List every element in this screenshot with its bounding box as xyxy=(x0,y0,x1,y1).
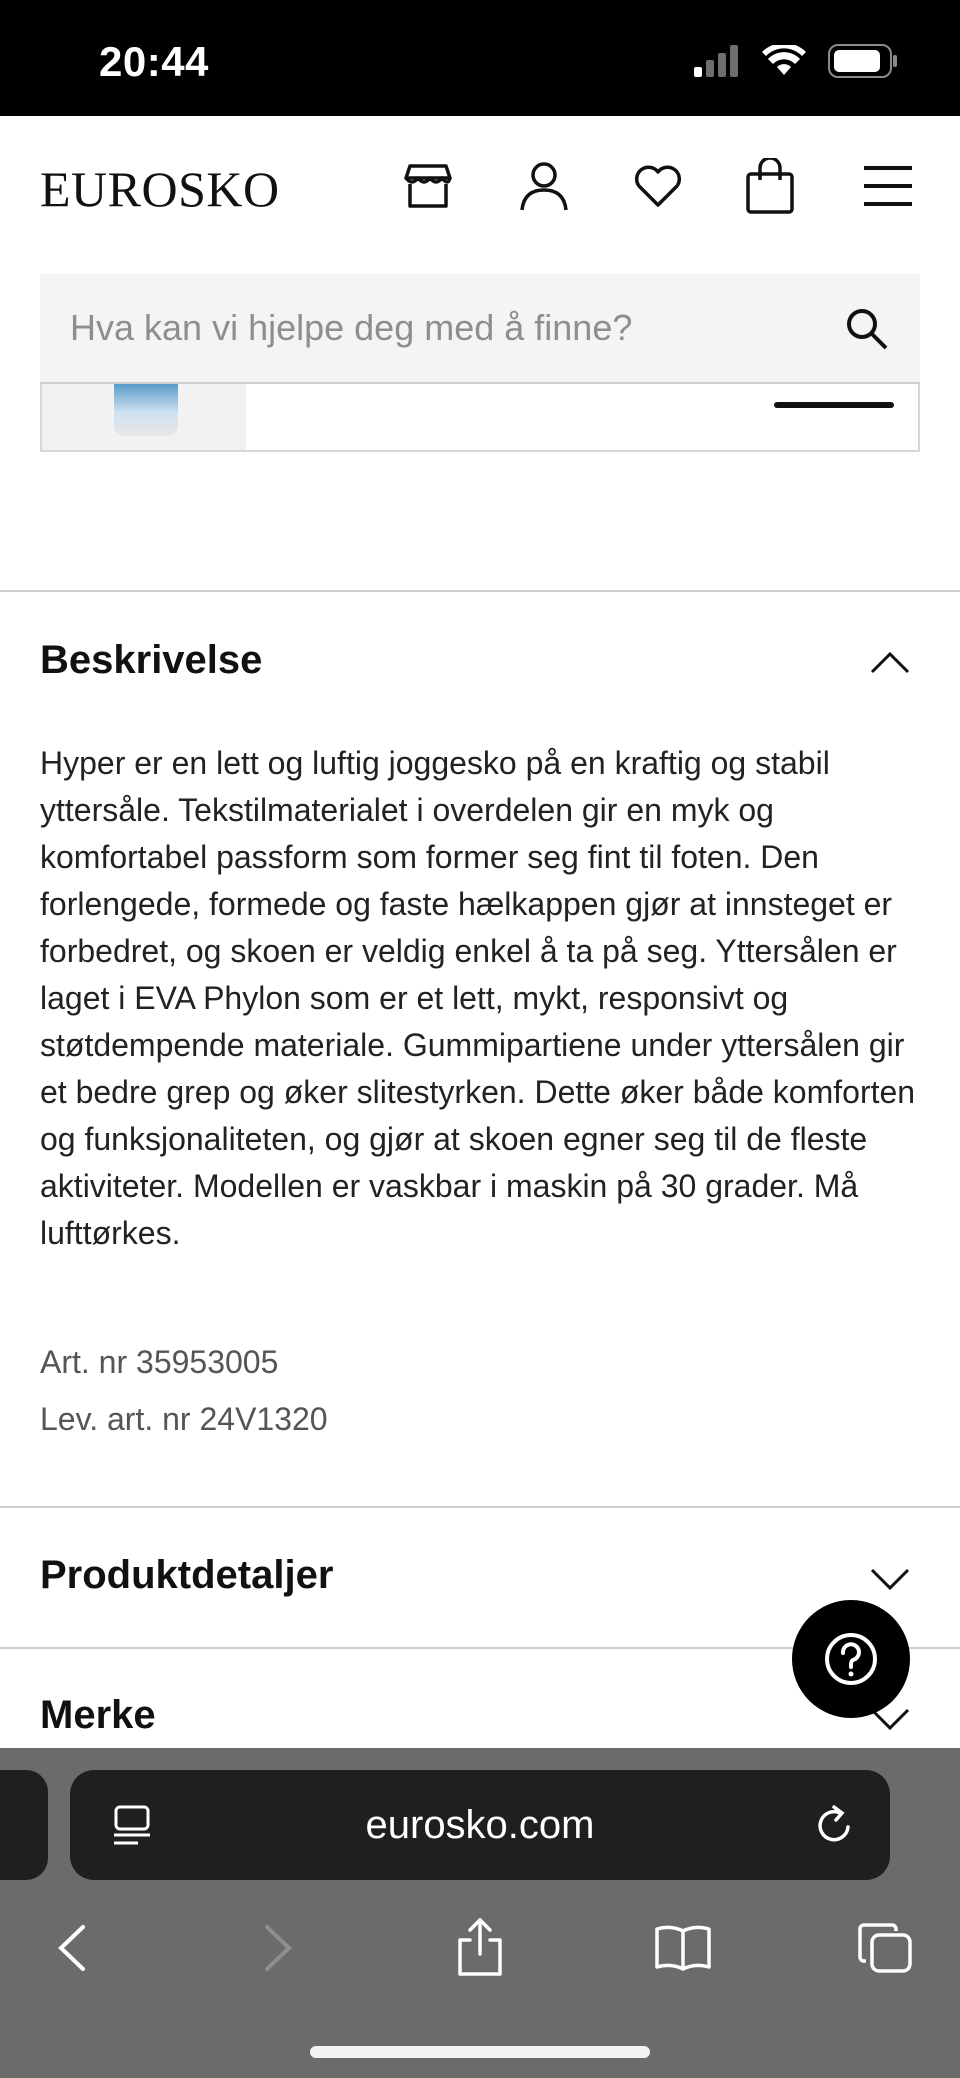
chevron-left-icon xyxy=(57,1923,87,1973)
search-bar[interactable] xyxy=(40,274,920,384)
heart-icon[interactable] xyxy=(628,156,688,216)
article-number: Art. nr 35953005 xyxy=(40,1344,279,1380)
book-icon xyxy=(653,1923,713,1973)
reload-icon[interactable] xyxy=(812,1803,856,1847)
chevron-up-icon[interactable] xyxy=(870,650,910,674)
previous-tab-preview[interactable] xyxy=(0,1770,48,1880)
eurosko-logo[interactable]: EUROSKO xyxy=(40,161,280,217)
store-icon[interactable] xyxy=(398,156,458,216)
battery-icon xyxy=(828,44,898,78)
forward-button[interactable] xyxy=(238,1908,318,1988)
product-thumbnail[interactable] xyxy=(42,384,246,450)
menu-icon[interactable] xyxy=(858,156,918,216)
product-button-edge[interactable] xyxy=(774,402,894,408)
product-card-partial[interactable] xyxy=(40,384,920,452)
search-icon[interactable] xyxy=(842,304,890,352)
bookmarks-button[interactable] xyxy=(643,1908,723,1988)
status-bar xyxy=(0,0,960,116)
status-icons xyxy=(694,44,898,78)
tabs-button[interactable] xyxy=(846,1908,926,1988)
url-text[interactable]: eurosko.com xyxy=(365,1803,595,1847)
description-heading[interactable]: Beskrivelse xyxy=(40,638,263,682)
back-button[interactable] xyxy=(32,1908,112,1988)
divider xyxy=(0,590,960,592)
search-input[interactable] xyxy=(70,274,830,382)
product-image xyxy=(114,384,178,436)
product-details-heading[interactable]: Produktdetaljer xyxy=(40,1553,334,1597)
cellular-signal-icon xyxy=(694,45,740,77)
help-button[interactable] xyxy=(792,1600,910,1718)
question-mark-icon xyxy=(823,1631,879,1687)
shopping-bag-icon[interactable] xyxy=(740,156,800,216)
share-icon xyxy=(454,1918,506,1978)
share-button[interactable] xyxy=(440,1908,520,1988)
chevron-right-icon xyxy=(263,1923,293,1973)
wifi-icon xyxy=(762,45,806,77)
user-icon[interactable] xyxy=(514,156,574,216)
browser-toolbar xyxy=(0,1748,960,2078)
brand-heading[interactable]: Merke xyxy=(40,1693,156,1737)
status-time: 20:44 xyxy=(99,38,209,85)
address-bar[interactable] xyxy=(70,1770,890,1880)
home-indicator xyxy=(310,2046,650,2058)
supplier-article-number: Lev. art. nr 24V1320 xyxy=(40,1401,328,1437)
site-header xyxy=(0,116,960,264)
divider xyxy=(0,1506,960,1508)
chevron-down-icon[interactable] xyxy=(870,1568,910,1592)
tabs-icon xyxy=(858,1921,914,1975)
description-text: Hyper er en lett og luftig joggesko på en kraftig og stabil yttersåle. Tekstilmaterialet i overdelen gir en myk og komfortabel passform som former seg fint til foten. Den forlengede, formede og faste hælkappen gjør at innsteget er forbedret, og skoen er veldig enkel å ta på seg. Yttersålen er laget i EVA Phylon som er et lett, mykt, responsivt og støtdempende materiale. Gummipartiene under yttersålen gir et bedre grep og øker slitestyrken. Dette øker både komforten og funksjonaliteten, og gjør at skoen egner seg til de fleste aktiviteter. Modellen er vaskbar i maskin på 30 grader. Må lufttørkes. xyxy=(40,745,916,1251)
